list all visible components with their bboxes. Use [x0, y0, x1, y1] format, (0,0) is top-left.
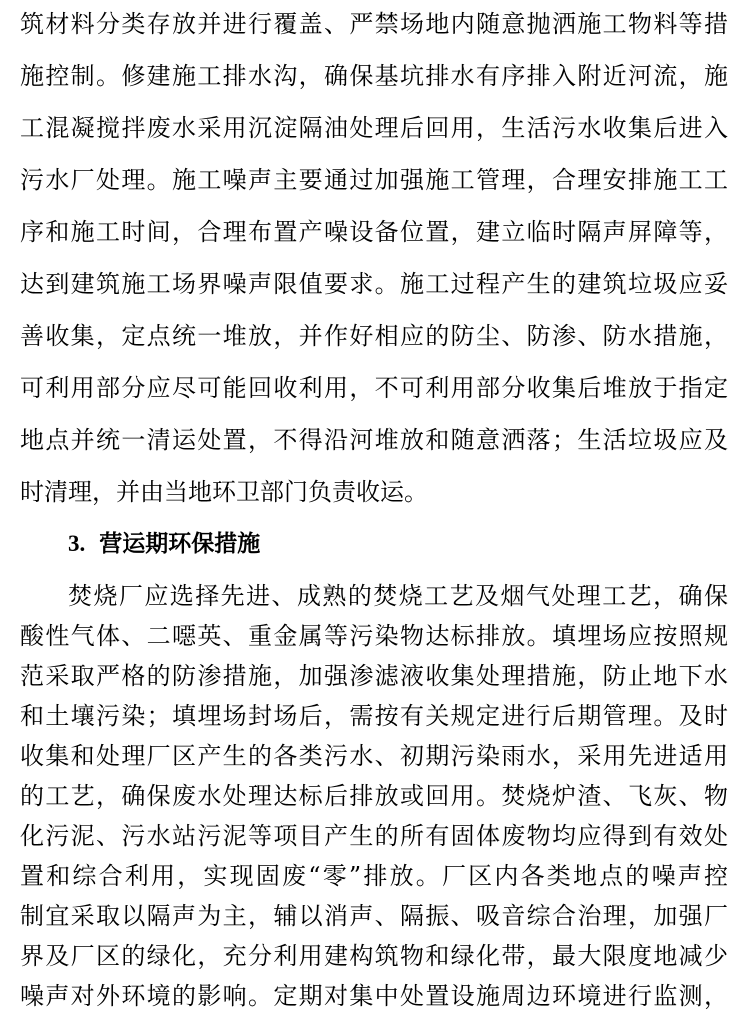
paragraph-2-line-1: 焚烧厂应选择先进、成熟的焚烧工艺及烟气处理工艺，确保 — [68, 582, 728, 610]
paragraph-1-line-9: 地点并统一清运处置，不得沿河堆放和随意洒落；生活垃圾应及 — [20, 426, 728, 454]
paragraph-2-line-4: 和土壤污染；填埋场封场后，需按有关规定进行后期管理。及时 — [20, 702, 728, 730]
paragraph-1-line-10: 时清理，并由当地环卫部门负责收运。 — [20, 478, 428, 506]
paragraph-2-line-6: 的工艺，确保废水处理达标后排放或回用。焚烧炉渣、飞灰、物 — [20, 782, 728, 810]
paragraph-1-line-1: 筑材料分类存放并进行覆盖、严禁场地内随意抛洒施工物料等措 — [20, 10, 728, 38]
paragraph-1-line-5: 序和施工时间，合理布置产噪设备位置，建立临时隔声屏障等， — [20, 218, 728, 246]
paragraph-2-line-7: 化污泥、污水站污泥等项目产生的所有固体废物均应得到有效处 — [20, 822, 728, 850]
paragraph-1-line-3: 工混凝搅拌废水采用沉淀隔油处理后回用，生活污水收集后进入 — [20, 114, 728, 142]
section-heading — [68, 524, 260, 564]
paragraph-2-line-9: 制宜采取以隔声为主，辅以消声、隔振、吸音综合治理，加强厂 — [20, 902, 728, 930]
paragraph-1-line-6: 达到建筑施工场界噪声限值要求。施工过程产生的建筑垃圾应妥 — [20, 270, 728, 298]
paragraph-2-line-8: 置和综合利用，实现固废“零”排放。厂区内各类地点的噪声控 — [20, 862, 728, 890]
paragraph-2-line-10: 界及厂区的绿化，充分利用建构筑物和绿化带，最大限度地减少 — [20, 942, 728, 970]
section-number: 3. — [68, 531, 86, 556]
paragraph-2-line-3: 范采取严格的防渗措施，加强渗滤液收集处理措施，防止地下水 — [20, 662, 728, 690]
paragraph-2-line-11: 噪声对外环境的影响。定期对集中处置设施周边环境进行监测， — [20, 982, 728, 1010]
paragraph-2-line-2: 酸性气体、二噁英、重金属等污染物达标排放。填埋场应按照规 — [20, 622, 728, 650]
section-title: 营运期环保措施 — [99, 531, 261, 557]
paragraph-1-line-4: 污水厂处理。施工噪声主要通过加强施工管理，合理安排施工工 — [20, 166, 728, 194]
paragraph-1-line-2: 施控制。修建施工排水沟，确保基坑排水有序排入附近河流，施 — [20, 62, 728, 90]
paragraph-2-line-5: 收集和处理厂区产生的各类污水、初期污染雨水，采用先进适用 — [20, 742, 728, 770]
paragraph-1-line-8: 可利用部分应尽可能回收利用，不可利用部分收集后堆放于指定 — [20, 374, 728, 402]
paragraph-1-line-7: 善收集，定点统一堆放，并作好相应的防尘、防渗、防水措施， — [20, 322, 728, 350]
